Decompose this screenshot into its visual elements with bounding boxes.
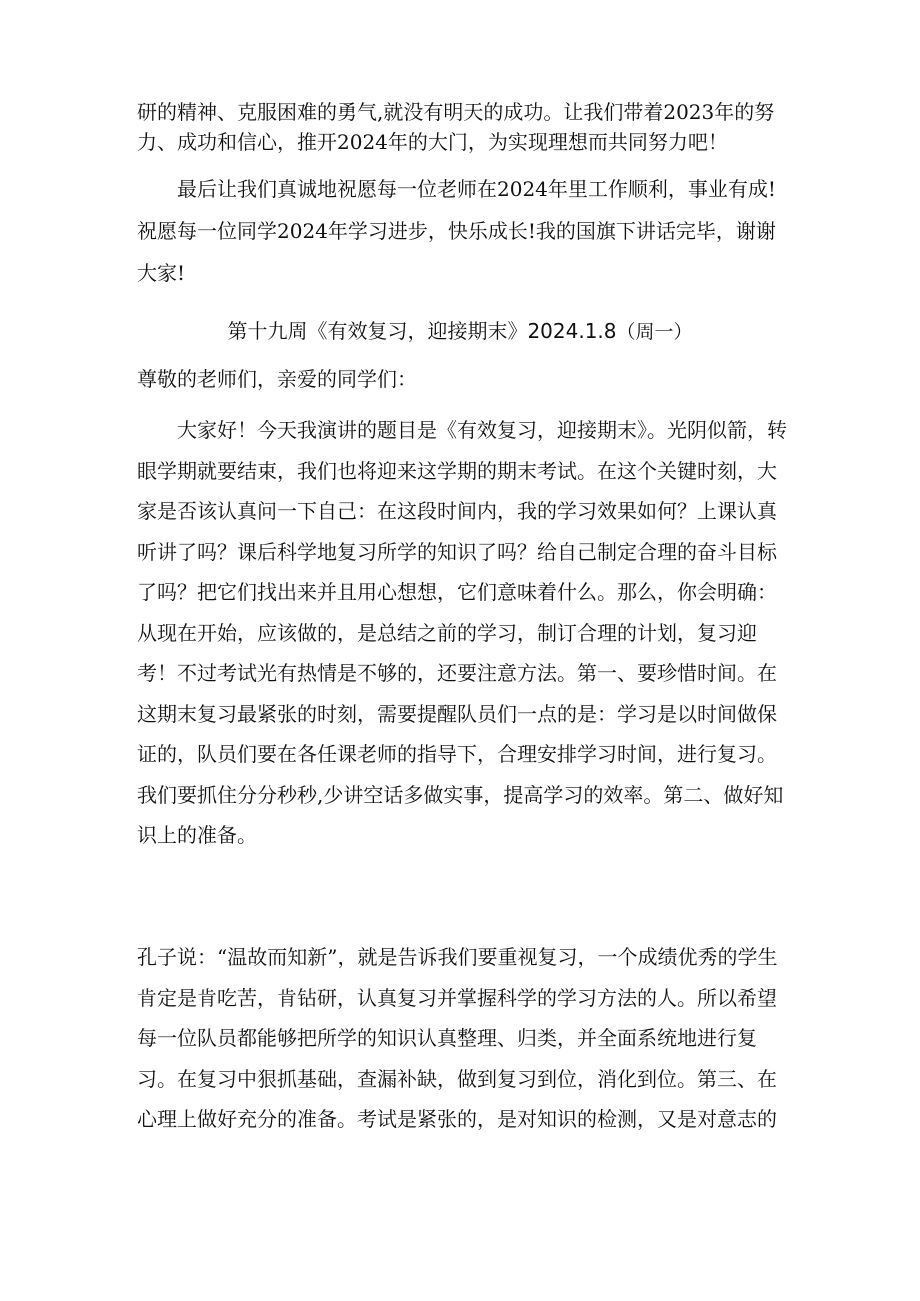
paragraph-closing-wishes: 最后让我们真诚地祝愿每一位老师在2024年里工作顺利，事业有成!祝愿每一位同学2024年学习进步，快乐成长!我的国旗下讲话完毕，谢谢大家! <box>137 177 776 285</box>
salutation: 尊敬的老师们，亲爱的同学们： <box>137 367 417 391</box>
paragraph-speech-intro: 大家好！今天我演讲的题目是《有效复习，迎接期末》。光阴似箭，转眼学期就要结束，我们也将迎来这学期的期末考试。在这个关键时刻，大家是否该认真问一下自己：在这段时间内，我的学习效果如何？上课认真听讲了吗？课后科学地复习所学的知识了吗？给自己制定合理的奋斗目标了吗？把它们找出来并且用心想想，它们意味着什么。那么，你会明确：从现在开始，应该做的，是总结之前的学习，制订合理的计划，复习迎考！不过考试光有热情是不够的，还要注意方法。第一、要珍惜时间。在这期末复习最紧张的时刻，需要提醒队员们一点的是：学习是以时间做保证的，队员们要在各任课老师的指导下，合理安排学习时间，进行复习。我们要抓住分分秒秒,少讲空话多做实事，提高学习的效率。第二、做好知识上的准备。 <box>137 418 787 847</box>
paragraph-confucius-quote: 孔子说：“温故而知新”，就是告诉我们要重视复习，一个成绩优秀的学生肯定是肯吃苦，肯钻研，认真复习并掌握科学的学习方法的人。所以希望每一位队员都能够把所学的知识认真整理、归类，并全面系统地进行复习。在复习中狠抓基础，查漏补缺，做到复习到位，消化到位。第三、在心理上做好充分的准备。考试是紧张的，是对知识的检测，又是对意志的 <box>137 945 778 1131</box>
speech-title: 第十九周《有效复习，迎接期末》 <box>227 319 528 343</box>
speech-date: 2024.1.8 <box>527 319 617 343</box>
speech-weekday: （周一） <box>616 321 693 343</box>
paragraph-closing-remarks: 研的精神、克服困难的勇气,就没有明天的成功。让我们带着2023年的努力、成功和信心，推开2024年的大门，为实现理想而共同努力吧！ <box>137 100 775 154</box>
speech-heading <box>0 316 920 347</box>
